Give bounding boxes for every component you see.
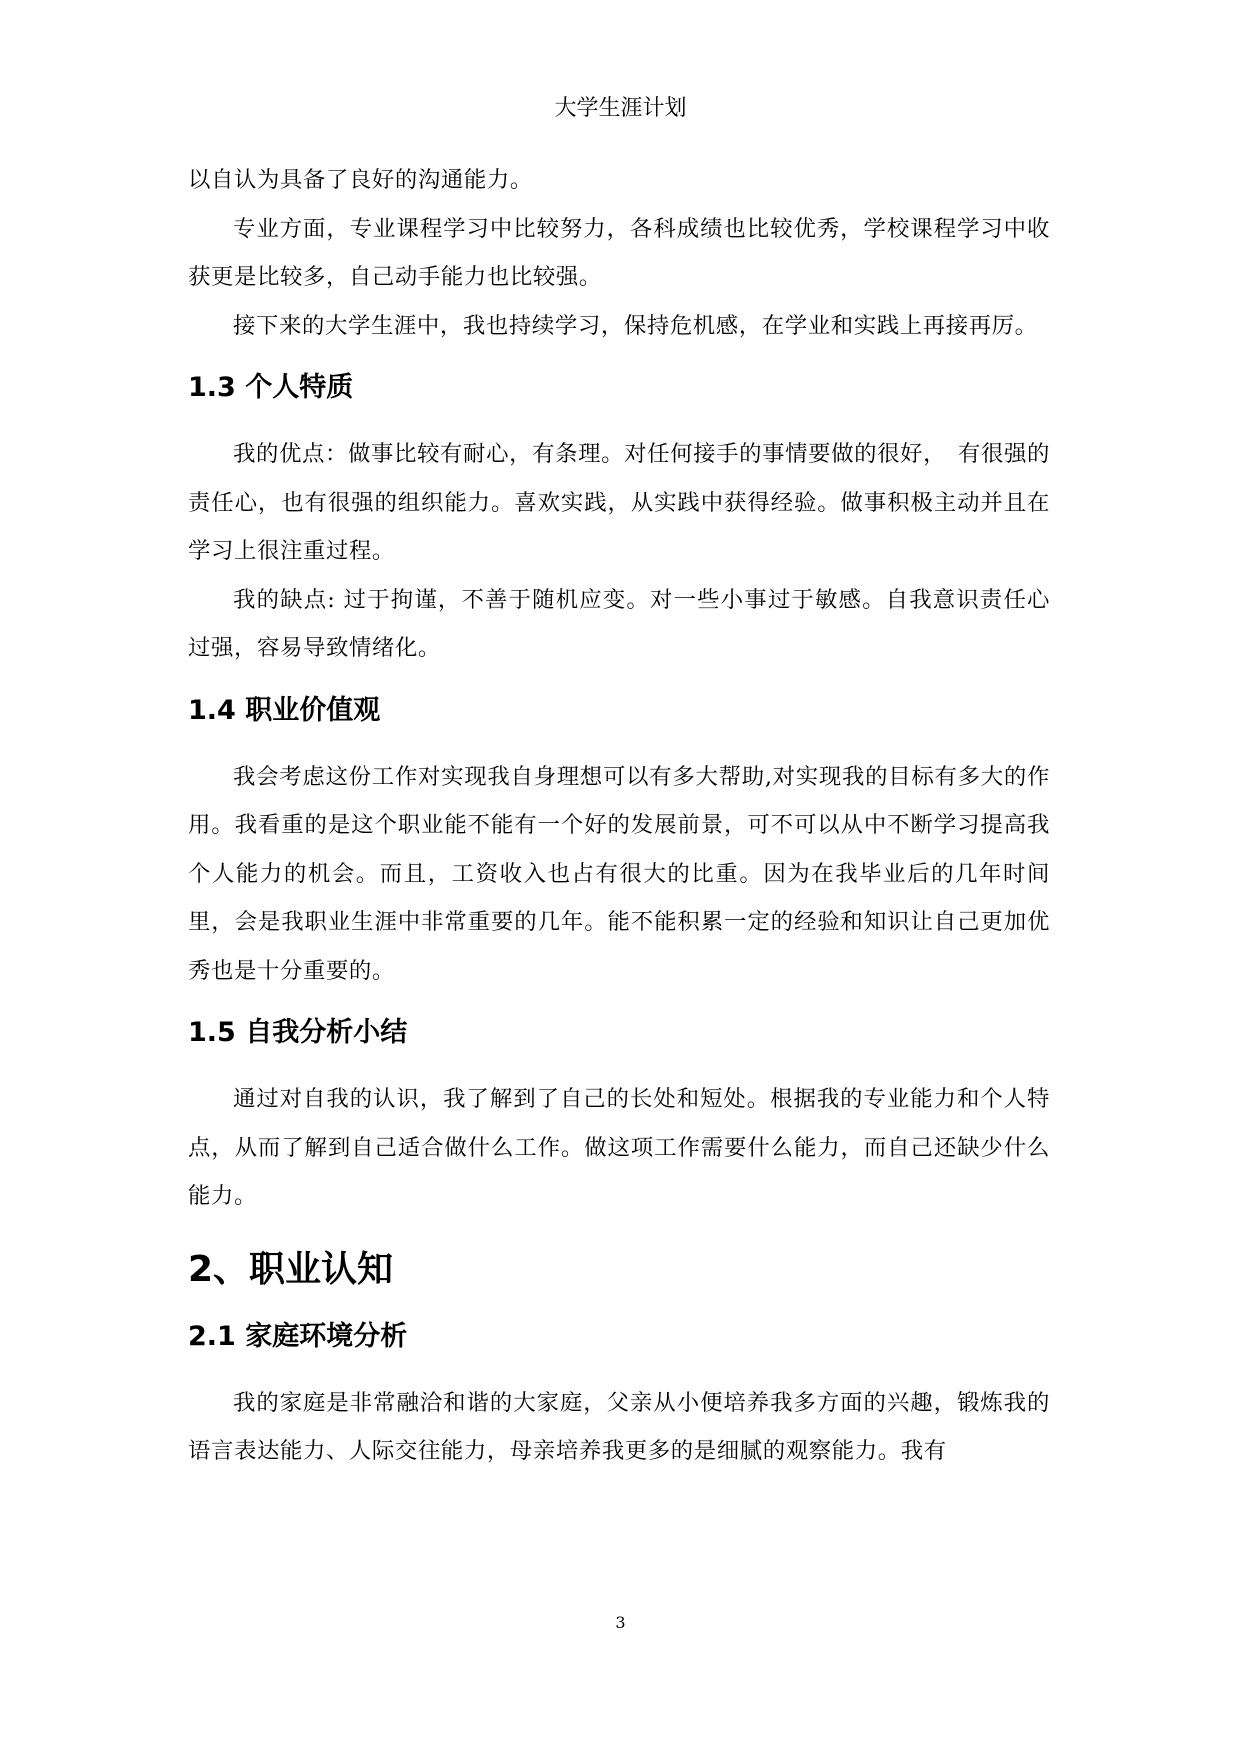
paragraph: 我的优点：做事比较有耐心，有条理。对任何接手的事情要做的很好， 有很强的责任心，也有很强的组织能力。喜欢实践，从实践中获得经验。做事积极主动并且在学习上很注重过程。 bbox=[188, 441, 1050, 564]
paragraph: 我的家庭是非常融洽和谐的大家庭，父亲从小便培养我多方面的兴趣，锻炼我的语言表达能力、人际交往能力，母亲培养我更多的是细腻的观察能力。我有 bbox=[188, 1389, 1050, 1464]
paragraph: 专业方面，专业课程学习中比较努力，各科成绩也比较优秀，学校课程学习中收获更是比较多，自己动手能力也比较强。 bbox=[188, 215, 1050, 290]
section-heading-2-1: 2.1 家庭环境分析 bbox=[188, 1320, 408, 1352]
document-body bbox=[188, 156, 1050, 1476]
paragraph: 我的缺点: 过于拘谨，不善于随机应变。对一些小事过于敏感。自我意识责任心过强，容易导致情绪化。 bbox=[188, 586, 1050, 661]
paragraph: 我会考虑这份工作对实现我自身理想可以有多大帮助,对实现我的目标有多大的作用。我看重的是这个职业能不能有一个好的发展前景，可不可以从中不断学习提高我个人能力的机会。而且，工资收入也占有很大的比重。因为在我毕业后的几年时间里，会是我职业生涯中非常重要的几年。能不能积累一定的经验和知识让自己更加优秀也是十分重要的。 bbox=[188, 763, 1050, 984]
paragraph: 通过对自我的认识，我了解到了自己的长处和短处。根据我的专业能力和个人特点，从而了解到自己适合做什么工作。做这项工作需要什么能力，而自己还缺少什么能力。 bbox=[188, 1086, 1050, 1209]
page-number: 3 bbox=[615, 1613, 626, 1632]
section-heading-1-5: 1.5 自我分析小结 bbox=[188, 1017, 408, 1048]
paragraph: 接下来的大学生涯中，我也持续学习，保持危机感，在学业和实践上再接再厉。 bbox=[233, 312, 1038, 339]
section-heading-1-3: 1.3 个人特质 bbox=[188, 372, 354, 403]
chapter-heading-2: 2、职业认知 bbox=[188, 1248, 394, 1290]
running-header: 大学生涯计划 bbox=[554, 96, 687, 121]
paragraph: 以自认为具备了良好的沟通能力。 bbox=[188, 167, 533, 193]
section-heading-1-4: 1.4 职业价值观 bbox=[188, 694, 381, 726]
